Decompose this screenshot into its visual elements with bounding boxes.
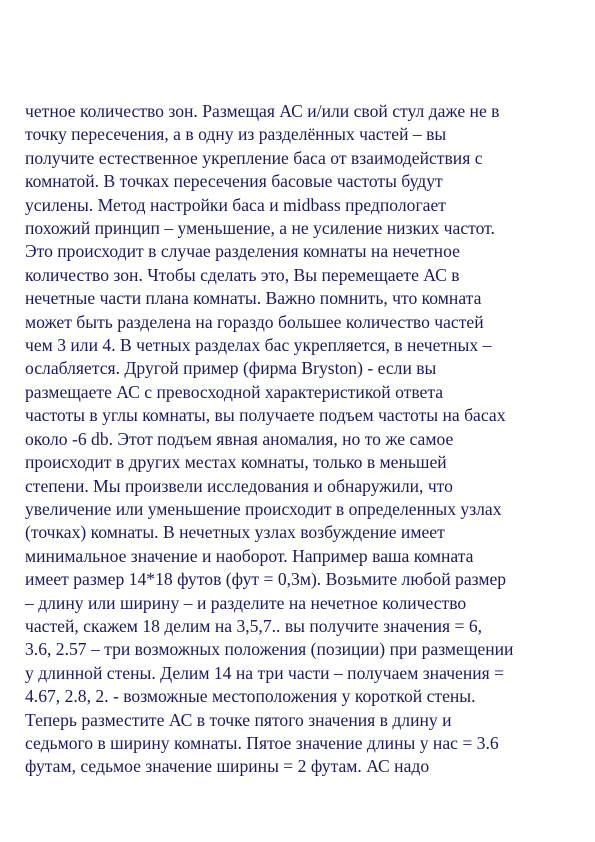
text-line: 4.67, 2.8, 2. - возможные местоположения у короткой стены. (25, 686, 476, 707)
text-line: Теперь разместите АС в точке пятого значения в длину и (25, 709, 452, 730)
text-line: ослабляется. Другой пример (фирма Bryston) - если вы (25, 358, 437, 379)
text-line: количество зон. Чтобы сделать это, Вы перемещаете АС в (25, 264, 460, 285)
text-line: получите естественное укрепление баса от взаимодействия с (25, 147, 483, 168)
text-line: 3.6, 2.57 – три возможных положения (позиции) при размещении (25, 639, 514, 660)
text-line: усилены. Метод настройки баса и midbass предпологает (25, 194, 446, 215)
text-line: точку пересечения, а в одну из разделённых частей – вы (25, 124, 447, 145)
text-line: похожий принцип – уменьшение, а не усиление низких частот. (25, 218, 495, 239)
text-line: частей, скажем 18 делим на 3,5,7.. вы получите значения = 6, (25, 615, 483, 636)
text-line: частоты в углы комнаты, вы получаете подъем частоты на басах (25, 405, 506, 426)
text-line: нечетные части плана комнаты. Важно помнить, что комната (25, 288, 482, 309)
text-line: может быть разделена на гораздо большее количество частей (25, 311, 484, 332)
text-line: Это происходит в случае разделения комнаты на нечетное (25, 241, 460, 262)
text-line: футам, седьмое значение ширины = 2 футам. АС надо (25, 756, 430, 777)
text-line: – длину или ширину – и разделите на нечетное количество (25, 592, 467, 613)
text-line: степени. Мы произвели исследования и обнаружили, что (25, 475, 453, 496)
body-text (25, 100, 585, 779)
text-line: седьмого в ширину комнаты. Пятое значение длины у нас = 3.6 (25, 732, 499, 753)
text-line: у длинной стены. Делим 14 на три части – получаем значения = (25, 662, 505, 683)
text-line: происходит в других местах комнаты, только в меньшей (25, 452, 447, 473)
text-line: (точках) комнаты. В нечетных узлах возбуждение имеет (25, 522, 445, 543)
text-line: минимальное значение и наоборот. Например ваша комната (25, 545, 474, 566)
text-line: размещаете АС с превосходной характеристикой ответа (25, 381, 444, 402)
text-line: около -6 db. Этот подъем явная аномалия, но то же самое (25, 428, 454, 449)
text-line: увеличение или уменьшение происходит в определенных узлах (25, 498, 502, 519)
text-line: чем 3 или 4. В четных разделах бас укрепляется, в нечетных – (25, 335, 492, 356)
text-line: имеет размер 14*18 футов (фут = 0,3м). Возьмите любой размер (25, 569, 507, 590)
text-line: комнатой. В точках пересечения басовые частоты будут (25, 171, 443, 192)
text-line: четное количество зон. Размещая АС и/или свой стул даже не в (25, 101, 500, 121)
